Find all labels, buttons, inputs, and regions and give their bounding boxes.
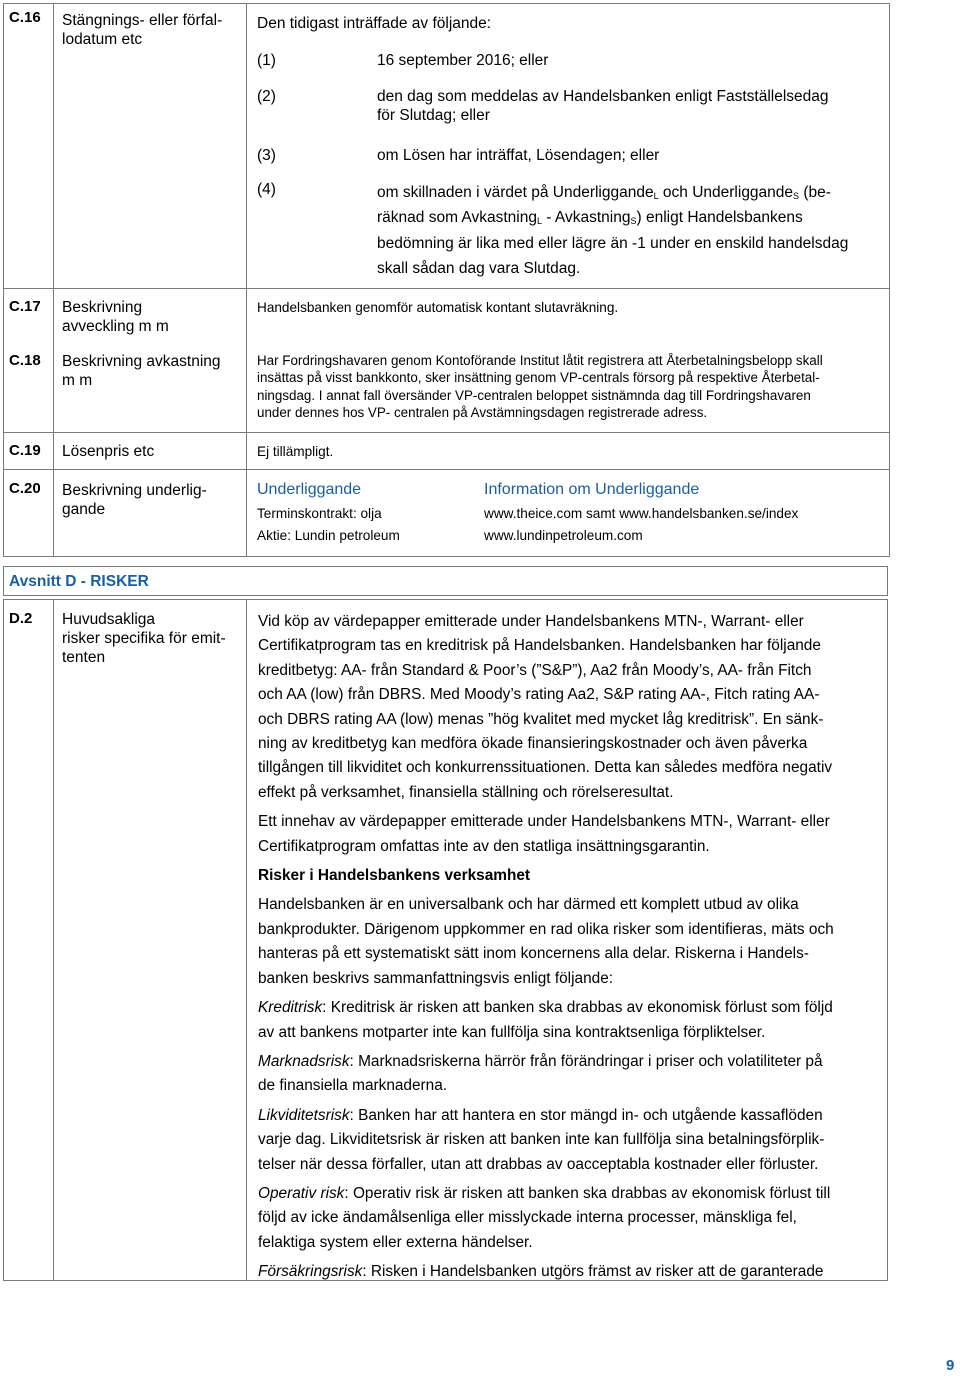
c16-code: C.16 — [9, 9, 41, 26]
d2-heading: Risker i Handelsbankens verksamhet — [258, 867, 531, 885]
c16-item-2-text: den dag som meddelas av Handelsbanken enligt Fastställelsedag för Slutdag; eller — [377, 88, 829, 124]
row-divider-c19 — [3, 469, 890, 470]
c20-head-information: Information om Underliggande — [484, 481, 700, 498]
c16-label: Stängnings- eller förfal- lodatum etc — [62, 12, 223, 48]
d2-paragraph-rating: Vid köp av värdepapper emitterade under Handelsbankens MTN-, Warrant- eller Certifikatprogram tas en kreditrisk på Handelsbanken. Handelsbanken har följande kreditbetyg: AA- från Standard & Poor’s (”S&P”), Aa2 från Moody’s, AA- från Fitch och AA (low) från DBRS. Med Moody’s rating Aa2, S&P rating AA-, Fitch rating AA- och DBRS rating AA (low) menas ”hög kvalitet med mycket låg kreditrisk”. En sänk- ning av kreditbetyg kan medföra ökade finansieringskostnader och även påverka tillgången till likviditet och konkurrenssituationen. Detta kan således medföra negativ effekt på verksamhet, finansiella ställning och rörelseresultat. — [258, 613, 833, 801]
c20-row-2-left: Aktie: Lundin petroleum — [257, 528, 400, 543]
c16-item-4-text: om skillnaden i värdet på Underliggande$_L$ och Underliggande$_S$ (be- räknad som Avkastning$_L$ - Avkastning$_S$) enligt Handelsbankens bedömning är lika med eller lägre än -1 under en enskild handelsdag skall sådan dag vara Slutdag. — [377, 184, 849, 277]
d2-risk-market: Marknadsrisk: Marknadsriskerna härrör från förändringar i priser och volatiliteter på de finansiella marknaderna. — [258, 1052, 823, 1095]
c20-label: Beskrivning underlig- gande — [62, 482, 207, 518]
c19-text: Ej tillämpligt. — [257, 444, 334, 459]
d2-risk-operational: Operativ risk: Operativ risk är risken att banken ska drabbas av ekonomisk förlust till följd av icke ändamålsenliga eller misslyckade interna processer, mänskliga fel, felaktiga system eller externa händelser. — [258, 1184, 831, 1251]
c16-intro: Den tidigast inträffade av följande: — [257, 15, 492, 32]
c17-text: Handelsbanken genomför automatisk kontant slutavräkning. — [257, 300, 619, 315]
c16-item-3-text: om Lösen har inträffat, Lösendagen; eller — [377, 147, 660, 164]
c16-item-1-num: (1) — [257, 52, 276, 69]
c19-code: C.19 — [9, 442, 41, 459]
c20-head-underlying: Underliggande — [257, 481, 362, 498]
d2-paragraph-guarantee: Ett innehav av värdepapper emitterade under Handelsbankens MTN-, Warrant- eller Certifikatprogram omfattas inte av den statliga insättningsgarantin. — [258, 813, 830, 855]
c19-label: Lösenpris etc — [62, 443, 155, 460]
c17-code: C.17 — [9, 298, 41, 315]
d2-risk-insurance: Försäkringsrisk: Risken i Handelsbanken utgörs främst av risker att de garanterade — [258, 1263, 824, 1281]
c18-code: C.18 — [9, 352, 41, 369]
c20-row-2-right: www.lundinpetroleum.com — [484, 528, 643, 543]
section-d-title: Avsnitt D - RISKER — [9, 573, 149, 590]
c18-label: Beskrivning avkastning m m — [62, 353, 221, 389]
section-d-col-divider-1 — [53, 599, 54, 1281]
c20-row-1-right: www.theice.com samt www.handelsbanken.se/index — [484, 506, 799, 521]
c18-text: Har Fordringshavaren genom Kontoförande Institut låtit registrera att Återbetalningsbelopp skall insättas på visst bankkonto, sker insättning genom VP-centrals försorg på respektive Återbetal- ningsdag. I annat fall översänder VP-centralen beloppet sistnämnda dag till Fordringshavaren under dennes hos VP- centralen på Avstämningsdagen registrerade adress. — [257, 353, 823, 420]
c16-item-1-text: 16 september 2016; eller — [377, 52, 549, 69]
row-divider-c18 — [3, 432, 890, 433]
d2-body — [258, 610, 884, 1285]
section-c-col-divider-1 — [53, 3, 54, 557]
row-divider-c16 — [3, 288, 890, 289]
c16-item-2-num: (2) — [257, 88, 276, 105]
c16-item-3-num: (3) — [257, 147, 276, 164]
page-number: 9 — [946, 1357, 955, 1374]
d2-risk-liquidity: Likviditetsrisk: Banken har att hantera en stor mängd in- och utgående kassaflöden varje dag. Likviditetsrisk är risken att banken inte kan fullfölja sina betalningsförplik- telser när dessa förfaller, utan att drabbas av oacceptabla kostnader eller förluster. — [258, 1106, 825, 1173]
d2-code: D.2 — [9, 610, 33, 627]
c17-label: Beskrivning avveckling m m — [62, 299, 169, 335]
c20-row-1-left: Terminskontrakt: olja — [257, 506, 382, 521]
section-d-col-divider-2 — [246, 599, 247, 1281]
d2-risk-credit: Kreditrisk: Kreditrisk är risken att banken ska drabbas av ekonomisk förlust som följd av att bankens motparter inte kan fullfölja sina kontraktsenliga förpliktelser. — [258, 999, 833, 1041]
c20-code: C.20 — [9, 480, 41, 497]
d2-paragraph-bank: Handelsbanken är en universalbank och har därmed ett komplett utbud av olika bankprodukter. Därigenom uppkommer en rad olika risker som identifieras, mäts och hanteras på ett systematiskt sätt inom koncernens alla delar. Riskerna i Handels- banken beskrivs sammanfattningsvis enligt följande: — [258, 896, 834, 987]
section-c-col-divider-2 — [246, 3, 247, 557]
d2-label: Huvudsakliga risker specifika för emit- tenten — [62, 611, 226, 666]
c16-item-4-num: (4) — [257, 181, 276, 198]
